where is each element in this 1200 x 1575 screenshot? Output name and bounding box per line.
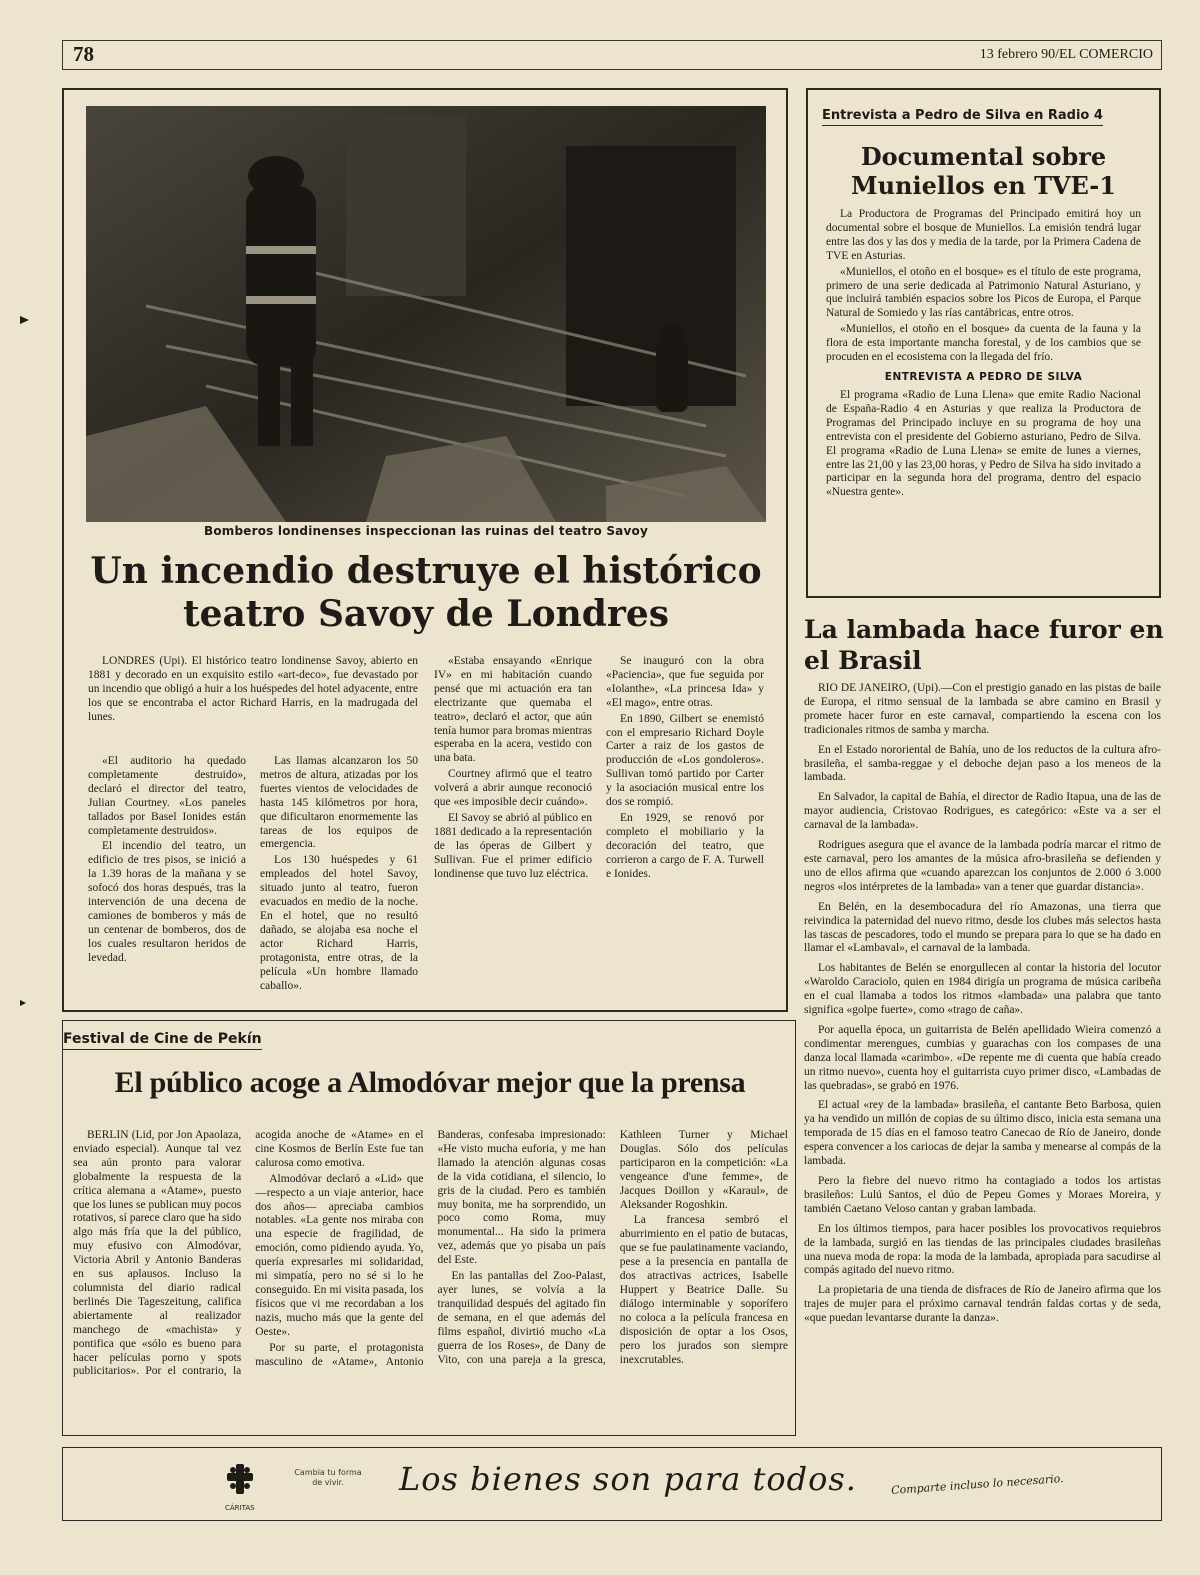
fire-right-columns — [434, 655, 764, 1003]
dateline: 13 febrero 90/EL COMERCIO — [979, 47, 1153, 62]
pekin-paragraph: BERLIN (Lid, por Jon Apaolaza, enviado especial). Aunque tal vez sea aún pronto para valorar globalmente la respuesta de la crítica alemana a «Atame», puesto que los lunes se publican muy pocos rotativos, sí parece claro que ha sido algo más fría que la del público, muy efusivo con Almodóvar, Victoria Abril y Antonio Banderas en sus aplausos. Incluso la columnista del diario radical berlinés Die Tageszeitung, califica abiertamente al realizador manchego de «machista» y pontifica que «sólo es bueno para hacer películas porno y spots publicitarios». Por el contrario, la acogida anoche de «Atame» en el cine Kosmos de Berlín Este fue tan calurosa como emotiva. — [73, 1129, 424, 1378]
fire-body — [88, 655, 764, 1003]
ad-sub-slogan: Comparte incluso lo necesario. — [890, 1471, 1064, 1498]
tve-paragraph: «Muniellos, el otoño en el bosque» da cuenta de la fauna y la flora de esta importante mancha forestal, y de los cambios que se procuden en el ecosistema con la llegada del frío. — [826, 323, 1141, 364]
caritas-logo-label: CÁRITAS — [225, 1504, 255, 1512]
caritas-cross-logo-icon — [223, 1460, 257, 1504]
fire-paragraph: El incendio del teatro, un edificio de tres pisos, se inició a la 1.39 horas de la mañana y se sofocó dos horas después, tras la intervención de una decena de camiones de bomberos y más de un centenar de bomberos, dos de los cuales resultaron heridos de levedad. — [88, 840, 246, 964]
margin-dot-marker — [20, 1000, 26, 1006]
page-header — [62, 40, 1162, 70]
fire-paragraph: Las llamas alcanzaron los 50 metros de altura, atizadas por los fuertes vientos de velocidades de hasta 145 kilómetros por hora, que dificultaron enormemente las tareas de los equipos de emergencia. — [260, 755, 418, 851]
pekin-paragraph: En las pantallas del Zoo-Palast, ayer lunes, se volvía a la tranquilidad después del agitado fin de semana, en el que además del films español, divirtió mucho «La guerra de los Roses», de Dany de Vito, con una pareja a la gresca, Kathleen Turner y Michael Douglas. Sólo dos películas participaron en la competición: «La vengeance d'une femme», de Jacques Doillon y «Karaul», de Aleksander Rogoshkin. — [437, 1129, 788, 1366]
fire-paragraph: En 1890, Gilbert se enemistó con el empresario Richard Doyle Carter a raiz de los gastos de producción de «Los gondoleros». Sullivan tomó partido por Carter y la asociación musical entre los dos se rompió. — [606, 712, 764, 809]
lambada-paragraph: Por aquella época, un guitarrista de Belén apellidado Wieira comenzó a condimentar merengues, cumbias y guarachas con los compases de una danza local llamada «carimbo». «De repente me di cuenta que había creado un ritmo nuevo», cuenta hoy el guitarrista cuyo primer disco, «Lambadas de las quebradas», se grabó en 1976. — [804, 1023, 1161, 1092]
lambada-paragraph: En Salvador, la capital de Bahía, el director de Radio Itapua, una de las de mayor audiencia, Cristovao Rodrigues, es categórico: «Este va a ser el carnaval de la lambada». — [804, 791, 1161, 832]
pekin-headline: El público acoge a Almodóvar mejor que la prensa — [114, 1066, 746, 1099]
fire-paragraph: «El auditorio ha quedado completamente destruido», declaró el director del teatro, Julian Courtney. «Los paneles tallados por Basel Ionides están completamente destruidos». — [88, 755, 246, 837]
lambada-body — [804, 682, 1161, 1332]
fire-paragraph: Los 130 huéspedes y 61 empleados del hotel Savoy, situado junto al teatro, fueron evacuados en medio de la noche. En el hotel, que no resultó dañado, se alojaba esa noche el actor Richard Harris, protagonista, entre otras, de la película «Un hombre llamado caballo». — [260, 854, 418, 992]
fire-article — [62, 88, 788, 1012]
lambada-headline: La lambada hace furor en el Brasil — [804, 615, 1164, 675]
tve-subhead: ENTREVISTA A PEDRO DE SILVA — [884, 370, 1083, 383]
ad-slogan: Los bienes son para todos. — [399, 1460, 857, 1498]
pekin-article — [62, 1020, 796, 1436]
fire-photo — [86, 106, 766, 522]
lambada-paragraph: RIO DE JANEIRO, (Upi).—Con el prestigio ganado en las pistas de baile de Europa, el ritmo sensual de la lambada se abre camino en Brasil y promete hacer furor en este carnaval, compartiendo la escena con los tradicionales ritmos de samba y marcha. — [804, 682, 1161, 736]
pekin-paragraph: La francesa sembró el aburrimiento en el patio de butacas, que se fue paulatinamente vaciando, pese a la presencia en pantalla de dos atractivas actrices, Isabelle Huppert y Beatrice Dalle. Su diálogo interminable y soporífero no coloca a la película francesa en disposición de optar a los Osos, pero los jurados son siempre inexcrutables. — [619, 1214, 788, 1366]
margin-arrow-marker — [20, 316, 29, 324]
tve-paragraph: «Muniellos, el otoño en el bosque» es el título de este programa, primero de una serie dedicada al Patrimonio Natural Asturiano, y que incluirá también espacios sobre los Picos de Europa, el Parque Natural de Somiedo y las rías cantábricas, entre otros. — [826, 265, 1141, 320]
tve-paragraph: La Productora de Programas del Principado emitirá hoy un documental sobre el bosque de Muniellos. La emisión tendrá lugar entre las dos y las dos y media de la tarde, por la Primera Cadena de TVE en Asturias. — [826, 208, 1141, 262]
lambada-paragraph: La propietaria de una tienda de disfraces de Río de Janeiro afirma que los trajes de mujer para el próximo carnaval tendrán faldas cortas y de seda, «que puedan levantarse durante la danza». — [804, 1284, 1161, 1325]
tve-article — [806, 88, 1161, 598]
pekin-kicker: Festival de Cine de Pekín — [63, 1031, 262, 1050]
fire-headline: Un incendio destruye el histórico teatro Savoy de Londres — [90, 550, 762, 635]
tve-body — [826, 208, 1141, 502]
lambada-paragraph: El actual «rey de la lambada» brasileña, el cantante Beto Barbosa, quien ya ha vendido un millón de copias de su último disco, inicia esta semana una temporada de 15 días en el famoso teatro Canecao de Río de Janeiro, donde espera convencer a los cariocas de dejar la samba y menearse al compás de la lambada. — [804, 1099, 1161, 1168]
fire-lead — [88, 655, 418, 727]
lambada-paragraph: En los últimos tiempos, para hacer posibles los provocativos requiebros de la lambada, surgió en las tiendas de las principales ciudades brasileñas una nueva moda de ropa: la moda de la lambada, apropiada para sacudirse al compás agitado del nuevo ritmo. — [804, 1222, 1161, 1277]
fire-left-columns — [88, 755, 418, 1003]
tve-headline: Documental sobre Muniellos en TVE-1 — [851, 142, 1116, 200]
lambada-paragraph: Los habitantes de Belén se enorgullecen al contar la historia del locutor «Waroldo Caraciolo, quien en 1984 dirigía un programa de música caribeña en el cual llamaba a todos los ritmos «lambada» una palabra que tanto significa «golpe fuerte», como «trago de caña». — [804, 962, 1161, 1017]
page-number: 78 — [73, 42, 94, 66]
fire-paragraph: El Savoy se abrió al público en 1881 dedicado a la representación de las óperas de Gilbert y Sullivan. Fue el primer edificio londinense que tuvo luz eléctrica. — [434, 811, 592, 880]
fire-lead-paragraph: LONDRES (Upi). El histórico teatro londinense Savoy, abierto en 1881 y decorado en un exquisito estilo «art-deco», fue devastado por un incendio que obligó a huir a los huéspedes del hotel adyacente, entre los que se encontraba el actor Richard Harris, en la madrugada del lunes. — [88, 655, 418, 723]
lambada-paragraph: Rodrigues asegura que el avance de la lambada podría marcar el ritmo de este carnaval, pero los amantes de la música afro-brasileña se defienden y uno de ellos afirma que «cuando aparezcan los conjuntos de 2.000 ó 3.000 negros «los intérpretes de la lambada» van a tener que guardar distancia». — [804, 839, 1161, 893]
photo-caption: Bomberos londinenses inspeccionan las ruinas del teatro Savoy — [204, 524, 648, 538]
lambada-paragraph: En Belén, en la desembocadura del río Amazonas, una tierra que reivindica la paternidad del nuevo ritmo, desde los clubes más selectos hasta las tascas de pescadores, todo el mundo se prepara para lo que se ha dado en llamar el «Lambaval», el carnaval de la lambada. — [804, 900, 1161, 955]
fire-paragraph: Courtney afirmó que el teatro volverá a abrir aunque reconoció que «es imposible decir cuándo». — [434, 768, 592, 809]
fire-ruins-image — [86, 106, 766, 522]
caritas-ad — [62, 1447, 1162, 1521]
ad-small-text: Cambia tu forma de vivir. — [294, 1468, 362, 1487]
tve-kicker: Entrevista a Pedro de Silva en Radio 4 — [822, 108, 1103, 126]
pekin-paragraph: Almodóvar declaró a «Lid» que —respecto a un viaje anterior, hace dos años— apreciaba cambios notables. «La gente nos miraba con una especie de fragilidad, de emoción, como pidiendo ayuda. Yo, quería expresarles mi solidaridad, mi simpatía, pero no sé si lo he conseguido. En mi visita pasada, los físicos que vi me recordaban a los nazis, mucho más que la gente del Oeste». — [255, 1172, 424, 1338]
pekin-paragraph: Por su parte, el protagonista masculino de «Atame», Antonio Banderas, confesaba impresionado: «He visto mucha euforia, y me han llamado la atención algunas cosas de la vida cotidiana, el silencio, lo gris de la ciudad. Pero es también muy bonita, me ha sorprendido, un poco como Roma, muy monumental... Ha sido la primera vez, además que yo pisaba un país del Este. — [255, 1129, 606, 1368]
fire-paragraph: En 1929, se renovó por completo el mobiliario y la decoración del teatro, que corrieron a cargo de F. A. Turwell e Ionides. — [606, 811, 764, 880]
fire-paragraph: «Estaba ensayando «Enrique IV» en mi habitación cuando pensé que mi actuación era tan electrizante que quemaba el teatro», declaró el actor, que aún tenía humor para bromas mientras esperaba en la acera, vestido con una bata. — [434, 655, 592, 765]
pekin-body — [73, 1129, 788, 1429]
lambada-paragraph: En el Estado nororiental de Bahía, uno de los reductos de la cultura afro-brasileña, el samba-reggae y el deboche dejan paso a los meneos de la lambada. — [804, 743, 1161, 784]
lambada-paragraph: Pero la fiebre del nuevo ritmo ha contagiado a todos los artistas brasileños: Lulú Santos, el dúo de Pepeu Gomes y Moraes Moreira, y también Caetano Veloso cantan y graban lambada. — [804, 1175, 1161, 1215]
fire-paragraph: Se inauguró con la obra «Paciencia», que fue seguida por «Iolanthe», «La princesa Ida» y «El mago», entre otras. — [606, 655, 764, 709]
tve-paragraph: El programa «Radio de Luna Llena» que emite Radio Nacional de España-Radio 4 en Asturias y que realiza la Productora de Programas del Principado incluye en su programa de hoy una entrevista con el presidente del Gobierno asturiano, Pedro de Silva. El programa «Radio de Luna Llena» se emite de lunes a viernes, entre las 21,00 y las 23,00 horas, y Pedro de Silva ha sido invitado a participar en la segunda hora del programa, dentro del espacio «Nuestra gente». — [826, 388, 1141, 499]
